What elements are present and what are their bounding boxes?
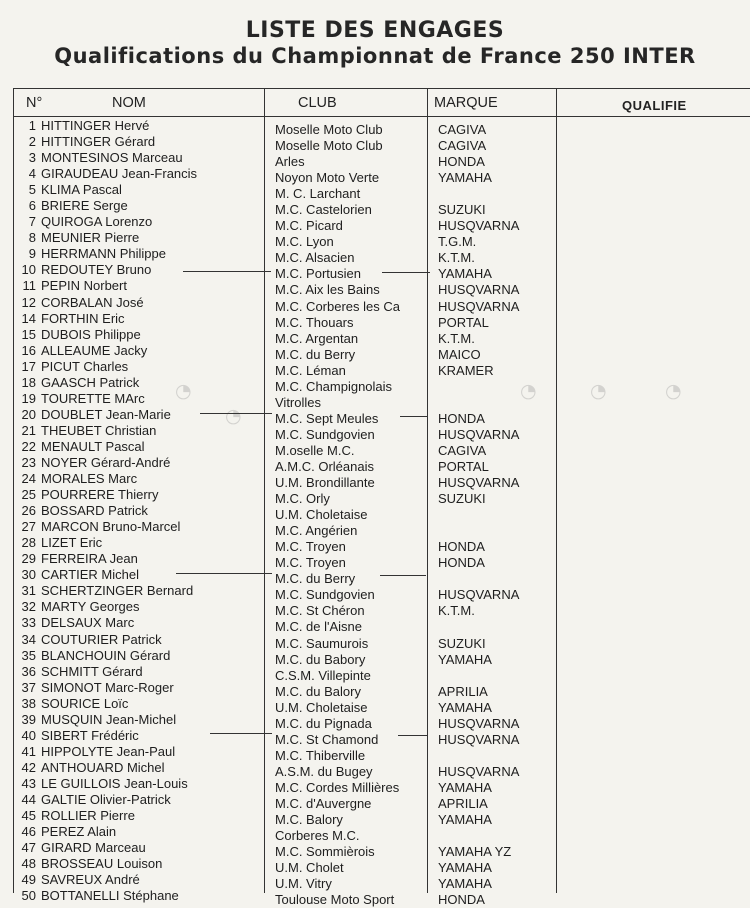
- row-club: M.C. Orly: [275, 491, 330, 507]
- row-nom: GAASCH Patrick: [41, 374, 140, 390]
- row-number: 39: [21, 711, 36, 727]
- table-row: [0, 278, 750, 298]
- row-number: 26: [21, 503, 36, 519]
- row-marque: CAGIVA: [438, 138, 487, 154]
- row-marque: CAGIVA: [438, 442, 487, 458]
- row-club: M.C. Thiberville: [275, 747, 366, 763]
- row-club: A.M.C. Orléanais: [275, 458, 374, 474]
- row-nom: MARCON Bruno-Marcel: [41, 519, 181, 535]
- row-nom: PEREZ Alain: [41, 824, 117, 840]
- row-club: M.C. Saumurois: [275, 635, 369, 651]
- row-number: 10: [21, 262, 36, 278]
- table-row: [0, 695, 750, 715]
- row-club: M.C. St Chéron: [275, 603, 365, 619]
- table-row: [0, 791, 750, 811]
- table-row: [0, 182, 750, 202]
- row-marque: K.T.M.: [438, 603, 475, 619]
- table-row: [0, 358, 750, 378]
- row-nom: POURRERE Thierry: [41, 487, 159, 503]
- row-marque: YAMAHA: [438, 812, 492, 828]
- row-marque: HONDA: [438, 154, 485, 170]
- row-marque: APRILIA: [438, 795, 488, 811]
- watermark-logo: ◔: [665, 380, 683, 402]
- table-row: [0, 599, 750, 619]
- row-nom: SAVREUX André: [41, 872, 140, 888]
- row-club: Toulouse Moto Sport: [275, 892, 395, 908]
- connector-line: [400, 416, 428, 417]
- row-number: 18: [21, 374, 36, 390]
- table-row: [0, 471, 750, 491]
- row-marque: KRAMER: [438, 362, 494, 378]
- row-marque: K.T.M.: [438, 250, 475, 266]
- row-club: C.S.M. Villepinte: [275, 667, 371, 683]
- row-nom: ROLLIER Pierre: [41, 808, 135, 824]
- row-marque: HUSQVARNA: [438, 218, 520, 234]
- row-marque: YAMAHA: [438, 651, 492, 667]
- table-row: [0, 326, 750, 346]
- row-club: M. C. Larchant: [275, 186, 361, 202]
- row-number: 34: [21, 631, 36, 647]
- row-number: 36: [21, 663, 36, 679]
- row-club: Moselle Moto Club: [275, 138, 383, 154]
- row-club: M.C. Aix les Bains: [275, 282, 380, 298]
- row-nom: LE GUILLOIS Jean-Louis: [41, 775, 188, 791]
- row-number: 45: [21, 808, 36, 824]
- connector-line: [398, 735, 428, 736]
- row-marque: HUSQVARNA: [438, 587, 520, 603]
- row-number: 7: [28, 214, 36, 230]
- row-club: M.C. Picard: [275, 218, 343, 234]
- row-marque: T.G.M.: [438, 234, 477, 250]
- row-number: 22: [21, 438, 36, 454]
- table-row: [0, 310, 750, 330]
- row-marque: YAMAHA: [438, 860, 492, 876]
- row-club: M.oselle M.C.: [275, 442, 355, 458]
- row-nom: GIRARD Marceau: [41, 840, 146, 856]
- row-number: 31: [21, 583, 36, 599]
- table-row: [0, 824, 750, 844]
- row-number: 32: [21, 599, 36, 615]
- row-club: M.C. St Chamond: [275, 731, 379, 747]
- row-nom: PEPIN Norbert: [41, 278, 127, 294]
- row-marque: YAMAHA: [438, 266, 492, 282]
- row-marque: YAMAHA YZ: [438, 844, 512, 860]
- row-nom: DOUBLET Jean-Marie: [41, 406, 171, 422]
- row-marque: CAGIVA: [438, 122, 487, 137]
- row-nom: SOURICE Loïc: [41, 695, 129, 711]
- row-nom: SIBERT Frédéric: [41, 727, 139, 743]
- row-number: 49: [21, 872, 36, 888]
- row-marque: SUZUKI: [438, 635, 486, 651]
- row-number: 46: [21, 824, 36, 840]
- connector-line: [382, 272, 430, 273]
- table-row: [0, 519, 750, 539]
- row-number: 9: [28, 246, 36, 262]
- row-marque: YAMAHA: [438, 699, 492, 715]
- table-row: [0, 438, 750, 458]
- table-row: [0, 118, 750, 137]
- row-nom: CARTIER Michel: [41, 567, 140, 583]
- row-number: 6: [28, 198, 36, 214]
- row-nom: COUTURIER Patrick: [41, 631, 162, 647]
- table-row: [0, 872, 750, 892]
- header-club: CLUB: [298, 95, 337, 111]
- row-club: M.C. Castelorien: [275, 202, 372, 218]
- row-number: 14: [21, 310, 36, 326]
- row-nom: FERREIRA Jean: [41, 551, 138, 567]
- row-nom: SCHERTZINGER Bernard: [41, 583, 194, 599]
- row-club: M.C. du Balory: [275, 683, 361, 699]
- watermark-logo: ◔: [590, 380, 608, 402]
- row-nom: BOSSARD Patrick: [41, 503, 148, 519]
- row-marque: PORTAL: [438, 458, 489, 474]
- row-nom: BRIERE Serge: [41, 198, 128, 214]
- table-row: [0, 840, 750, 860]
- table-row: [0, 454, 750, 474]
- row-club: M.C. de l'Aisne: [275, 619, 363, 635]
- document-subtitle: Qualifications du Championnat de France 250 INTER: [54, 44, 696, 68]
- row-number: 15: [21, 326, 36, 342]
- table-row: [0, 246, 750, 266]
- row-marque: HUSQVARNA: [438, 475, 520, 491]
- row-number: 24: [21, 471, 36, 487]
- row-nom: MENAULT Pascal: [41, 438, 145, 454]
- table-row: [0, 647, 750, 667]
- row-club: M.C. du Babory: [275, 651, 366, 667]
- row-club: U.M. Cholet: [275, 860, 344, 876]
- row-club: M.C. Balory: [275, 812, 343, 828]
- row-club: M.C. du Berry: [275, 346, 356, 362]
- row-nom: HIPPOLYTE Jean-Paul: [41, 743, 176, 759]
- row-nom: MUSQUIN Jean-Michel: [41, 711, 177, 727]
- row-number: 17: [21, 358, 36, 374]
- row-marque: HUSQVARNA: [438, 715, 520, 731]
- table-row: [0, 422, 750, 442]
- row-nom: PICUT Charles: [41, 358, 129, 374]
- row-marque: YAMAHA: [438, 170, 492, 186]
- table-row: [0, 342, 750, 362]
- table-row: [0, 230, 750, 250]
- connector-line: [183, 271, 271, 272]
- row-nom: SIMONOT Marc-Roger: [41, 679, 174, 695]
- row-nom: REDOUTEY Bruno: [41, 262, 152, 278]
- row-nom: FORTHIN Eric: [41, 310, 125, 326]
- row-club: M.C. Sundgovien: [275, 587, 375, 603]
- row-club: U.M. Vitry: [275, 876, 332, 892]
- entries-list: [0, 118, 750, 908]
- row-club: Arles: [275, 154, 305, 170]
- row-club: M.C. du Berry: [275, 571, 356, 587]
- row-number: 40: [21, 727, 36, 743]
- row-club: M.C. d'Auvergne: [275, 795, 372, 811]
- table-row: [0, 535, 750, 555]
- row-club: M.C. Léman: [275, 362, 346, 378]
- table-row: [0, 856, 750, 876]
- watermark-logo: ◔: [175, 380, 193, 402]
- row-club: U.M. Brondillante: [275, 475, 375, 491]
- row-number: 16: [21, 342, 36, 358]
- row-number: 42: [21, 759, 36, 775]
- row-nom: GALTIE Olivier-Patrick: [41, 791, 171, 807]
- table-row: [0, 551, 750, 571]
- table-row: [0, 166, 750, 186]
- row-number: 21: [21, 422, 36, 438]
- row-club: M.C. Portusien: [275, 266, 361, 282]
- table-row: [0, 567, 750, 587]
- row-number: 19: [21, 390, 36, 406]
- row-number: 2: [28, 134, 36, 150]
- connector-line: [380, 575, 426, 576]
- table-row: [0, 727, 750, 747]
- table-row: [0, 663, 750, 683]
- row-club: Corberes M.C.: [275, 828, 360, 844]
- row-club: M.C. Angérien: [275, 523, 358, 539]
- row-club: M.C. Alsacien: [275, 250, 355, 266]
- row-number: 30: [21, 567, 36, 583]
- row-number: 43: [21, 775, 36, 791]
- table-row: [0, 390, 750, 410]
- row-number: 11: [22, 278, 36, 294]
- row-nom: BROSSEAU Louison: [41, 856, 163, 872]
- row-number: 12: [21, 294, 36, 310]
- row-marque: HONDA: [438, 410, 485, 426]
- row-marque: HONDA: [438, 892, 485, 908]
- table-row: [0, 198, 750, 218]
- row-number: 5: [28, 182, 36, 198]
- row-club: U.M. Choletaise: [275, 507, 368, 523]
- connector-line: [176, 573, 272, 574]
- watermark-logo: ◔: [225, 405, 243, 427]
- row-club: M.C. du Pignada: [275, 715, 372, 731]
- row-nom: GIRAUDEAU Jean-Francis: [41, 166, 198, 182]
- row-marque: YAMAHA: [438, 779, 492, 795]
- header-qualifie: QUALIFIE: [622, 98, 687, 113]
- row-number: 37: [21, 679, 36, 695]
- row-number: 27: [21, 519, 36, 535]
- row-nom: HERRMANN Philippe: [41, 246, 166, 262]
- row-nom: NOYER Gérard-André: [41, 454, 171, 470]
- table-row: [0, 503, 750, 523]
- row-marque: HONDA: [438, 539, 485, 555]
- row-nom: MARTY Georges: [41, 599, 140, 615]
- header-marque: MARQUE: [434, 95, 498, 111]
- document-title: LISTE DES ENGAGES: [245, 18, 505, 43]
- row-number: 25: [21, 487, 36, 503]
- row-number: 48: [21, 856, 36, 872]
- row-number: 41: [21, 743, 36, 759]
- row-marque: HUSQVARNA: [438, 763, 520, 779]
- table-row: [0, 808, 750, 828]
- table-row: [0, 615, 750, 635]
- row-club: M.C. Argentan: [275, 330, 359, 346]
- row-marque: HUSQVARNA: [438, 426, 520, 442]
- row-marque: HUSQVARNA: [438, 282, 520, 298]
- row-number: 3: [28, 150, 36, 166]
- row-marque: APRILIA: [438, 683, 488, 699]
- header-num: N°: [26, 95, 43, 111]
- table-row: [0, 759, 750, 779]
- row-number: 23: [21, 454, 36, 470]
- header-nom: NOM: [112, 95, 146, 111]
- row-number: 47: [21, 840, 36, 856]
- table-row: [0, 775, 750, 795]
- row-club: A.S.M. du Bugey: [275, 763, 373, 779]
- row-marque: PORTAL: [438, 314, 489, 330]
- row-number: 28: [21, 535, 36, 551]
- row-marque: HUSQVARNA: [438, 731, 520, 747]
- row-nom: SCHMITT Gérard: [41, 663, 143, 679]
- connector-line: [210, 733, 272, 734]
- row-club: M.C. Cordes Millières: [275, 779, 400, 795]
- row-marque: K.T.M.: [438, 330, 475, 346]
- row-club: M.C. Sept Meules: [275, 410, 379, 426]
- row-nom: MORALES Marc: [41, 471, 138, 487]
- table-row: [0, 214, 750, 234]
- row-club: U.M. Choletaise: [275, 699, 368, 715]
- row-nom: ANTHOUARD Michel: [41, 759, 165, 775]
- row-marque: YAMAHA: [438, 876, 492, 892]
- table-row: [0, 262, 750, 282]
- row-nom: THEUBET Christian: [41, 422, 157, 438]
- table-row: [0, 631, 750, 651]
- row-club: M.C. Troyen: [275, 539, 346, 555]
- row-nom: DELSAUX Marc: [41, 615, 135, 631]
- row-number: 8: [28, 230, 36, 246]
- row-number: 20: [21, 406, 36, 422]
- row-club: M.C. Corberes les Ca: [275, 298, 400, 314]
- row-club: Moselle Moto Club: [275, 122, 383, 137]
- row-club: M.C. Thouars: [275, 314, 354, 330]
- row-nom: DUBOIS Philippe: [41, 326, 141, 342]
- row-number: 4: [28, 166, 36, 182]
- table-header-border: [13, 116, 750, 117]
- row-nom: MONTESINOS Marceau: [41, 150, 183, 166]
- table-row: [0, 374, 750, 394]
- row-marque: HONDA: [438, 555, 485, 571]
- row-nom: QUIROGA Lorenzo: [41, 214, 153, 230]
- row-nom: KLIMA Pascal: [41, 182, 122, 198]
- table-top-border: [13, 88, 750, 89]
- row-number: 1: [28, 118, 36, 133]
- table-row: [0, 406, 750, 426]
- row-nom: HITTINGER Gérard: [41, 134, 156, 150]
- row-marque: SUZUKI: [438, 202, 486, 218]
- row-nom: CORBALAN José: [41, 294, 144, 310]
- row-club: M.C. Troyen: [275, 555, 346, 571]
- row-club: M.C. Sundgovien: [275, 426, 375, 442]
- row-number: 33: [21, 615, 36, 631]
- connector-line: [200, 413, 272, 414]
- row-club: M.C. Sommièrois: [275, 844, 375, 860]
- row-nom: TOURETTE MArc: [41, 390, 145, 406]
- row-nom: BOTTANELLI Stéphane: [41, 888, 179, 904]
- watermark-logo: ◔: [520, 380, 538, 402]
- table-row: [0, 150, 750, 170]
- row-nom: MEUNIER Pierre: [41, 230, 140, 246]
- row-nom: ALLEAUME Jacky: [41, 342, 148, 358]
- table-row: [0, 743, 750, 763]
- row-marque: SUZUKI: [438, 491, 486, 507]
- row-number: 44: [21, 791, 36, 807]
- table-row: [0, 294, 750, 314]
- row-number: 38: [21, 695, 36, 711]
- row-number: 50: [21, 888, 36, 904]
- table-row: [0, 487, 750, 507]
- row-club: M.C. Champignolais: [275, 378, 393, 394]
- row-nom: BLANCHOUIN Gérard: [41, 647, 171, 663]
- row-club: Vitrolles: [275, 394, 322, 410]
- row-nom: LIZET Eric: [41, 535, 103, 551]
- row-number: 35: [21, 647, 36, 663]
- row-number: 29: [21, 551, 36, 567]
- table-row: [0, 711, 750, 731]
- row-club: M.C. Lyon: [275, 234, 334, 250]
- table-row: [0, 679, 750, 699]
- table-row: [0, 583, 750, 603]
- row-club: Noyon Moto Verte: [275, 170, 380, 186]
- row-nom: HITTINGER Hervé: [41, 118, 150, 133]
- row-marque: HUSQVARNA: [438, 298, 520, 314]
- row-marque: MAICO: [438, 346, 481, 362]
- table-row: [0, 888, 750, 908]
- table-row: [0, 134, 750, 154]
